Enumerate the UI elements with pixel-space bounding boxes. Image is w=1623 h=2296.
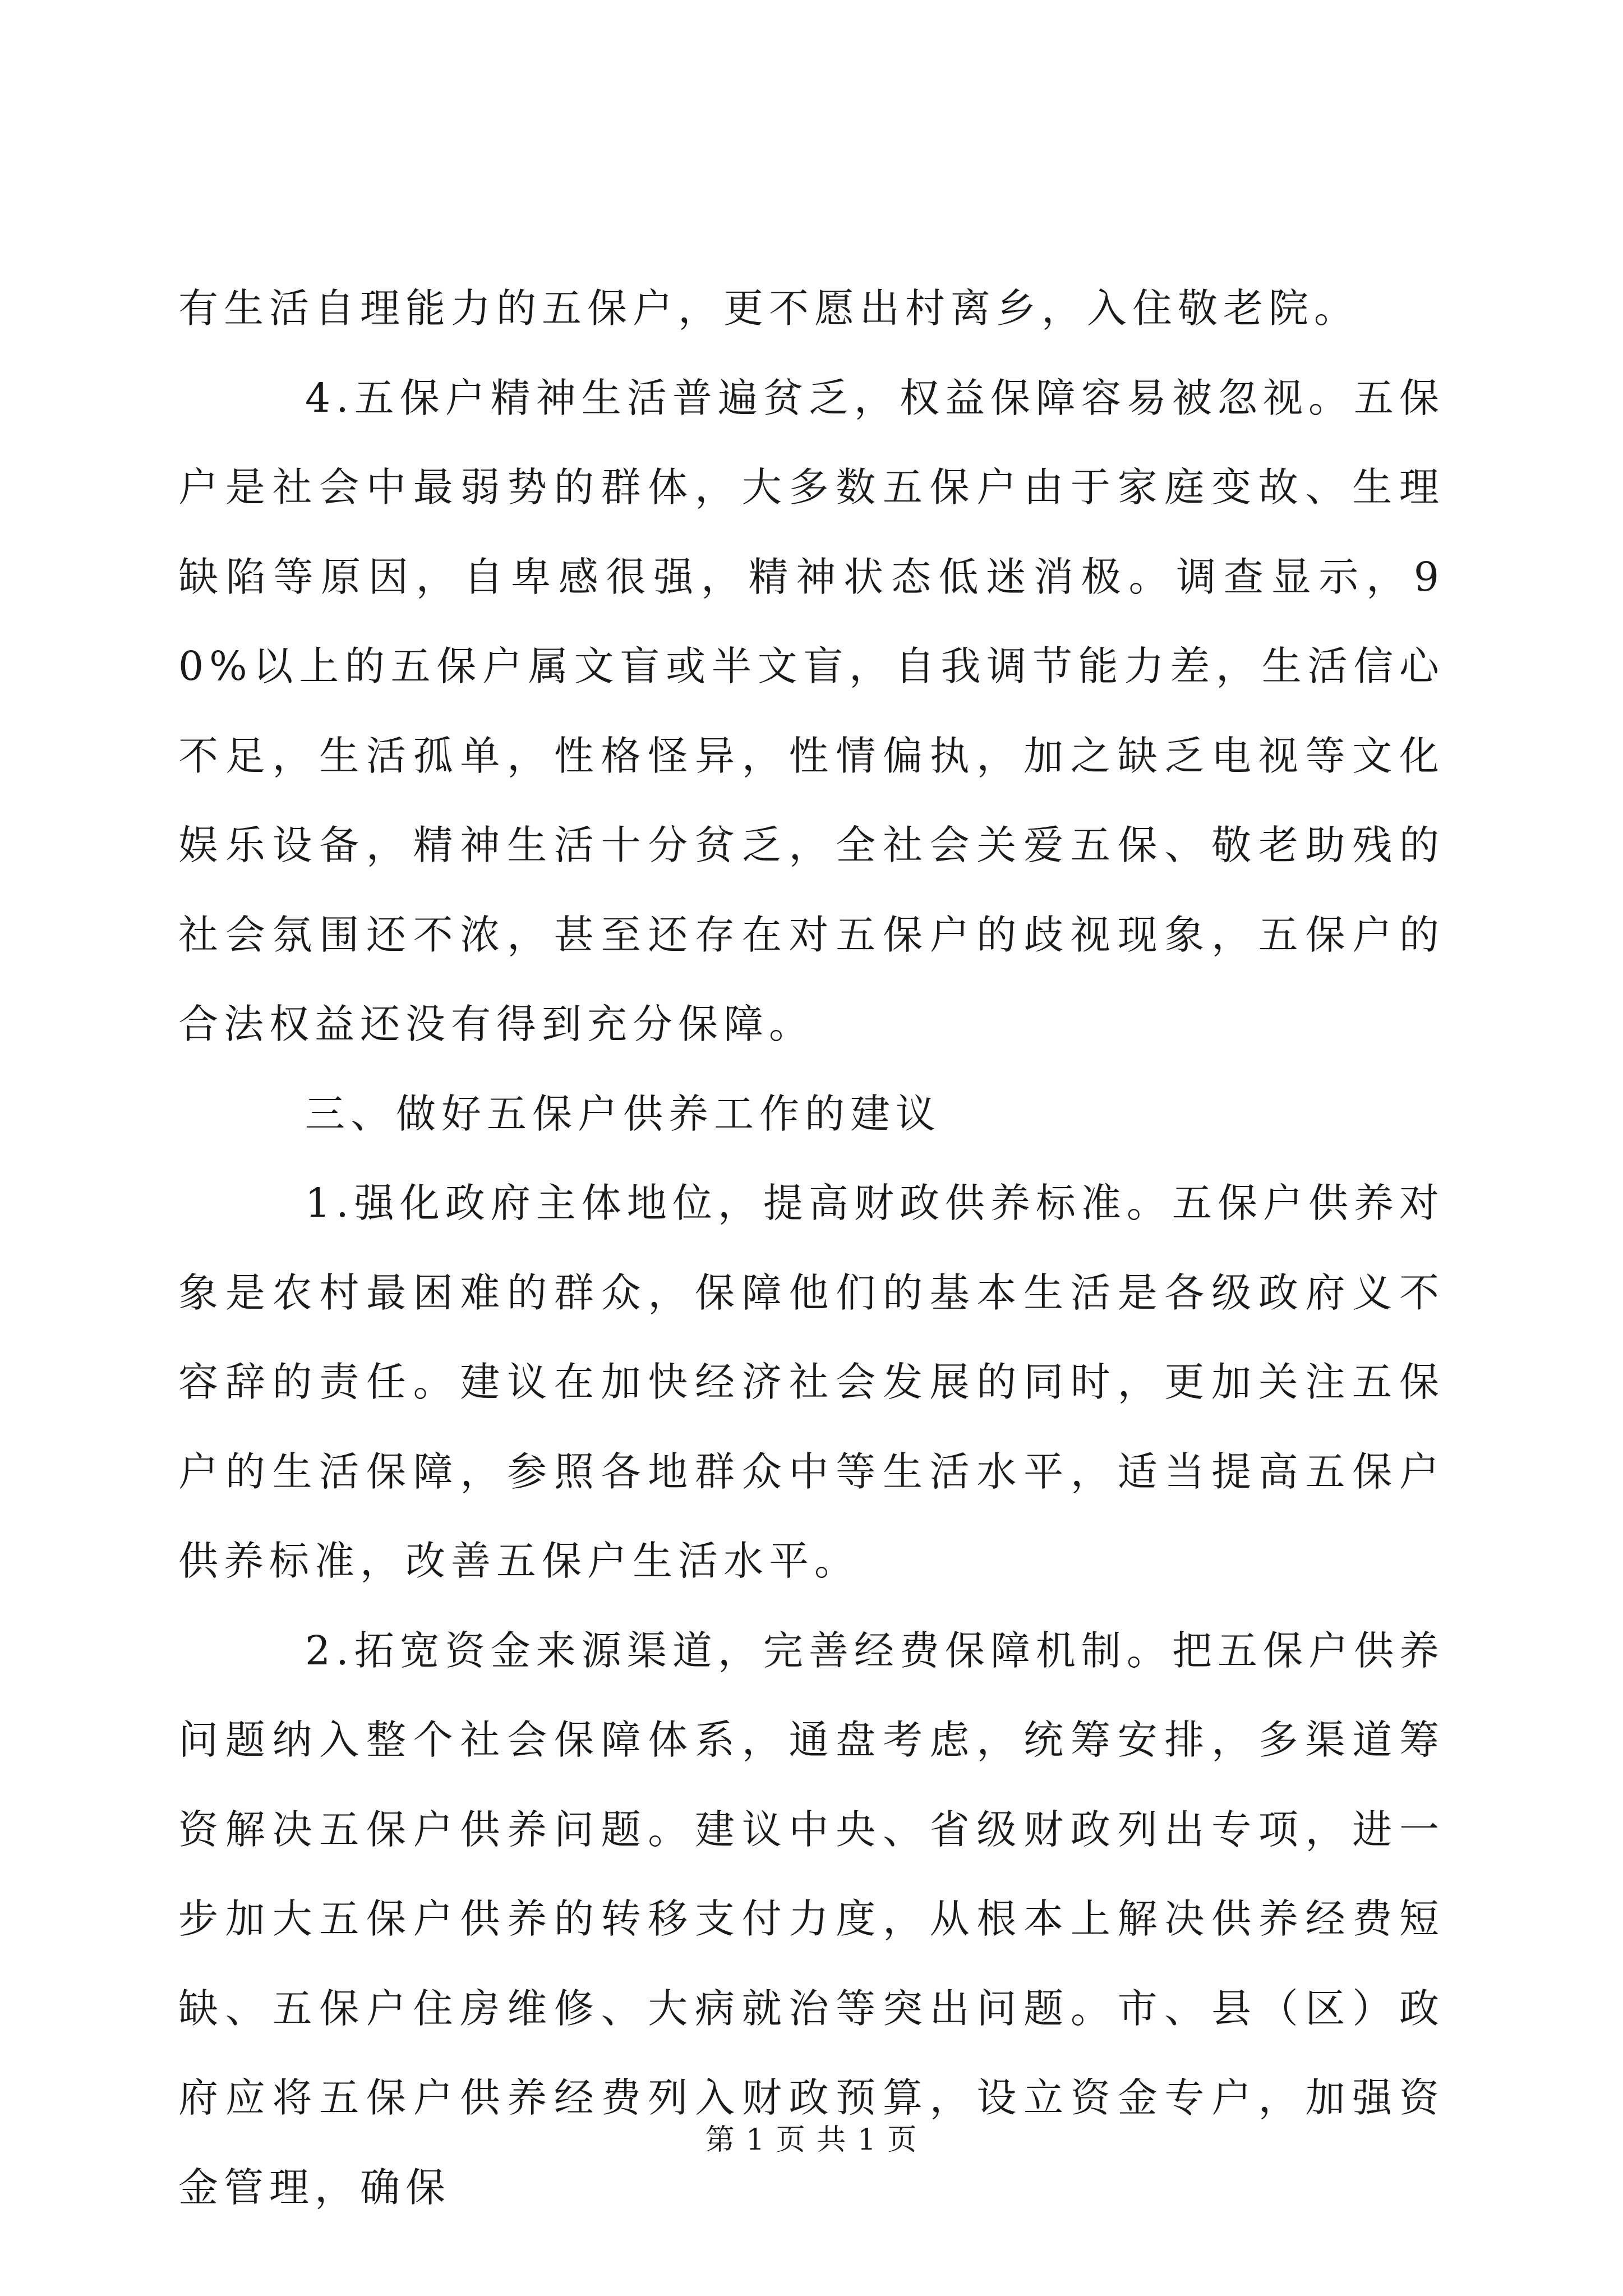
document-body	[178, 264, 1445, 2232]
paragraph-item-4: 4.五保户精神生活普遍贫乏，权益保障容易被忽视。五保户是社会中最弱势的群体，大多数五保户由于家庭变故、生理缺陷等原因，自卑感很强，精神状态低迷消极。调查显示，90%以上的五保户属文盲或半文盲，自我调节能力差，生活信心不足，生活孤单，性格怪异，性情偏执，加之缺乏电视等文化娱乐设备，精神生活十分贫乏，全社会关爱五保、敬老助残的社会氛围还不浓，甚至还存在对五保户的歧视现象，五保户的合法权益还没有得到充分保障。	[178, 374, 1445, 1047]
paragraph-continuation: 有生活自理能力的五保户，更不愿出村离乡，入住敬老院。	[178, 285, 1360, 332]
section-heading: 三、做好五保户供养工作的建议	[305, 1090, 942, 1137]
paragraph-item-2: 2.拓宽资金来源渠道，完善经费保障机制。把五保户供养问题纳入整个社会保障体系，通盘考虑，统筹安排，多渠道筹资解决五保户供养问题。建议中央、省级财政列出专项，进一步加大五保户供养的转移支付力度，从根本上解决供养经费短缺、五保户住房维修、大病就治等突出问题。市、县（区）政府应将五保户供养经费列入财政预算，设立资金专户，加强资金管理，确保	[178, 1627, 1445, 2211]
page-number-footer: 第 1 页 共 1 页	[705, 2123, 918, 2157]
paragraph-item-1: 1.强化政府主体地位，提高财政供养标准。五保户供养对象是农村最困难的群众，保障他们的基本生活是各级政府义不容辞的责任。建议在加快经济社会发展的同时，更加关注五保户的生活保障，参照各地群众中等生活水平，适当提高五保户供养标准，改善五保户生活水平。	[178, 1180, 1445, 1584]
